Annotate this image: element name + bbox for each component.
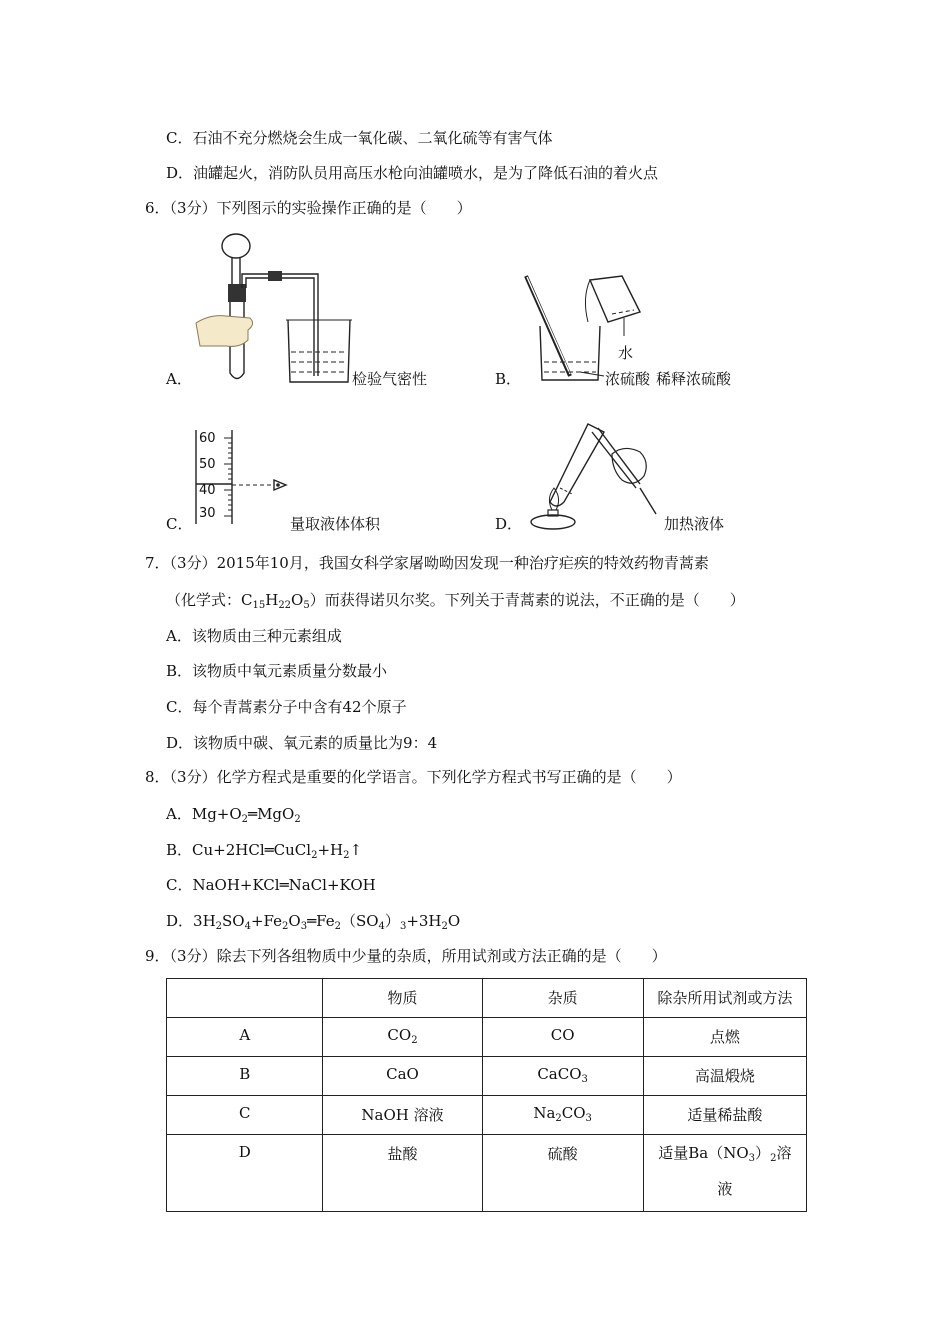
- q6-b-caption: 稀释浓硫酸: [656, 370, 732, 388]
- option-cell: B: [167, 1057, 323, 1096]
- q6-b-letter: B．: [495, 370, 522, 388]
- q6-c-tick-60: 60: [199, 431, 216, 446]
- table-header-row: [167, 979, 807, 1018]
- impurity-cell: $Na_2CO_3$: [482, 1096, 643, 1135]
- q7-stem-line2: （化学式：$C_{15}H_{22}O_5$）而获得诺贝尔奖。下列关于青蒿素的说法，不正确的是（ ）: [166, 591, 745, 611]
- impurity-cell: 硫酸: [482, 1135, 643, 1212]
- table-row: [167, 1018, 807, 1057]
- q6-b-acid-label: 浓硫酸: [605, 370, 651, 388]
- table-header-cell: 杂质: [482, 979, 643, 1018]
- q6-a-figure: [190, 228, 360, 388]
- q8-option-b: B．$Cu+2HCl═CuCl_2+H_2↑$: [166, 841, 363, 861]
- q7-option-d: D．该物质中碳、氧元素的质量比为9：4: [166, 734, 438, 752]
- q5-option-d: D．油罐起火，消防队员用高压水枪向油罐喷水，是为了降低石油的着火点: [166, 164, 659, 182]
- q7-option-c: C．每个青蒿素分子中含有42个原子: [166, 698, 407, 716]
- q5-option-c: C．石油不充分燃烧会生成一氧化碳、二氧化硫等有害气体: [166, 129, 553, 147]
- q6-c-caption: 量取液体体积: [290, 515, 381, 533]
- q7-option-b: B．该物质中氧元素质量分数最小: [166, 662, 388, 680]
- table-header-cell: [167, 979, 323, 1018]
- substance-cell: CaO: [323, 1057, 482, 1096]
- q7-option-a: A．该物质由三种元素组成: [166, 627, 342, 645]
- method-cell: 点燃: [643, 1018, 806, 1057]
- option-cell: D: [167, 1135, 323, 1212]
- substance-cell: $CO_2$: [323, 1018, 482, 1057]
- q6-b-water-label: 水: [618, 344, 634, 362]
- q6-d-figure: [516, 418, 666, 530]
- q8-option-c: C．NaOH+KCl═NaCl+KOH: [166, 876, 376, 894]
- q8-option-d: D．$3H_2SO_4+Fe_2O_3═Fe_2(SO_4)_3+3H_2O$: [166, 912, 461, 932]
- impurity-cell: CO: [482, 1018, 643, 1057]
- q8-option-a: A．$Mg+O_2═MgO_2$: [166, 805, 301, 825]
- substance-cell: NaOH 溶液: [323, 1096, 482, 1135]
- method-cell: 高温煅烧: [643, 1057, 806, 1096]
- table-row: [167, 1057, 807, 1096]
- q6-d-caption: 加热液体: [664, 515, 725, 533]
- impurity-cell: CaCO$_3$: [482, 1057, 643, 1096]
- table-header-cell: 除杂所用试剂或方法: [643, 979, 806, 1018]
- method-cell: 适量稀盐酸: [643, 1096, 806, 1135]
- q6-c-tick-50: 50: [199, 457, 216, 472]
- q6-a-letter: A．: [166, 370, 192, 388]
- q7-stem-line1: 7．（3分）2015年10月，我国女科学家屠呦呦因发现一种治疗疟疾的特效药物青蒿素: [145, 554, 709, 572]
- method-cell: 适量$Ba(NO_3)_2$溶 液: [643, 1135, 806, 1212]
- q6-d-letter: D．: [495, 515, 523, 533]
- q6-c-tick-30: 30: [199, 506, 216, 521]
- q6-stem: 6．（3分）下列图示的实验操作正确的是（ ）: [145, 199, 472, 217]
- option-cell: A: [167, 1018, 323, 1057]
- q8-stem: 8．（3分）化学方程式是重要的化学语言。下列化学方程式书写正确的是（ ）: [145, 768, 682, 786]
- q6-a-caption: 检验气密性: [352, 370, 428, 388]
- q6-c-letter: C．: [166, 515, 193, 533]
- substance-cell: 盐酸: [323, 1135, 482, 1212]
- table-header-cell: 物质: [323, 979, 482, 1018]
- table-row: [167, 1096, 807, 1135]
- q9-stem: 9．（3分）除去下列各组物质中少量的杂质，所用试剂或方法正确的是（ ）: [145, 947, 667, 965]
- option-cell: C: [167, 1096, 323, 1135]
- table-row: [167, 1135, 807, 1212]
- q6-c-tick-40: 40: [199, 483, 216, 498]
- q9-table: [166, 978, 807, 1212]
